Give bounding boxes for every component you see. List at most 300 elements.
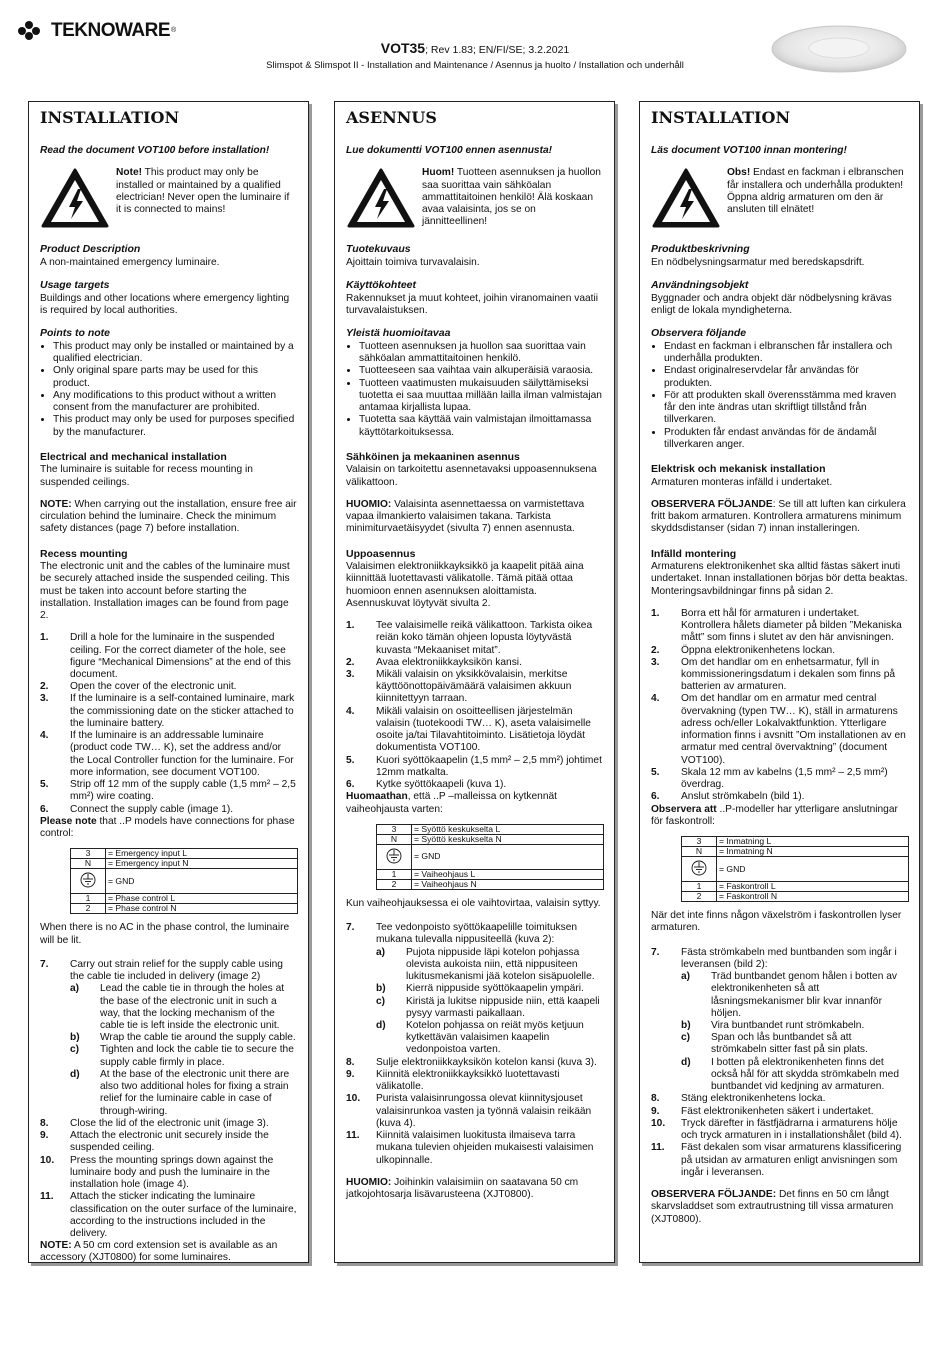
step-number: 4. — [346, 705, 355, 717]
step-text: Tee valaisimelle reikä välikattoon. Tarkista oikea reiän koko tämän ohjeen lopusta löytyvästä kuvasta “Mekaaniset mitat”. — [376, 620, 593, 656]
note-body: : Se till att luften kan cirkulera fritt bakom armaturen. Kontrollera armaturens minimum skyddsdistanser (sidan 7) innan installeringen. — [651, 498, 906, 535]
table-row — [377, 869, 604, 879]
terminal-id: 2 — [71, 904, 106, 914]
table-row — [377, 834, 604, 844]
note-body: ..P-modeller har ytterligare anslutningar för faskontroll: — [651, 803, 898, 827]
step-text — [376, 922, 603, 1057]
step-text: Kiinnitä elektroniikkayksikkö luotettavasti välikatolle. — [376, 1068, 560, 1093]
sub-step — [681, 971, 908, 1020]
terminal-function: = Inmatning N — [717, 847, 909, 857]
sub-step-text: Pujota nippuside läpi kotelon pohjassa olevista aukoista niin, että nippusiteen lukitusmekanismi jää kotelon sisäpuolelle. — [406, 946, 595, 983]
terminal-id: N — [682, 847, 717, 857]
step-text — [681, 947, 908, 1094]
note-label: OBSERVERA FÖLJANDE — [651, 498, 773, 510]
warning-label: Huom! — [422, 167, 455, 179]
terminal-id: N — [377, 834, 412, 844]
phase-control-note — [651, 804, 908, 828]
step-text: Press the mounting springs down against the luminaire body and push the luminaire in the installation hole (image 4). — [70, 1154, 274, 1191]
sub-step-text: Kotelon pohjassa on reiät myös ketjuun kytkettävän valaisimen kaapelin vedonpoistoa varten. — [406, 1020, 584, 1056]
sub-step-letter: c) — [376, 995, 386, 1007]
step-item — [40, 681, 297, 693]
table-row — [682, 882, 909, 892]
step-number: 9. — [346, 1068, 355, 1080]
wiring-table — [681, 836, 909, 902]
step-text: Mikäli valaisin on yksikkövalaisin, merkitse käyttöönottopäivämäärä valaisimen akkuun kiinnitettyyn tarraan. — [376, 669, 572, 705]
sub-step — [376, 1020, 603, 1057]
step-number: 7. — [346, 922, 355, 934]
points-heading: Points to note — [40, 327, 110, 340]
step-number: 10. — [40, 1154, 55, 1166]
sub-step — [681, 1057, 908, 1094]
step-item — [40, 1191, 297, 1240]
step-text: Avaa elektroniikkayksikön kansi. — [376, 656, 522, 668]
step-item — [346, 1130, 603, 1167]
steps-list — [651, 608, 908, 804]
steps-list-continued — [651, 947, 908, 1179]
step-item — [346, 669, 603, 706]
table-row — [682, 892, 909, 902]
step-text: Drill a hole for the luminaire in the suspended ceiling. For the correct diameter of the hole, see figure “Mechanical Dimensions” at the end of this document. — [70, 632, 291, 681]
section-title: INSTALLATION — [651, 108, 791, 127]
table-row — [682, 847, 909, 857]
terminal-function: = Faskontroll N — [717, 892, 909, 902]
list-item: • För att produkten skall överensstämma med kraven får den inte ändras utan skriftligt tillstånd från tillverkaren. — [664, 390, 908, 427]
usage-heading: Käyttökohteet — [346, 279, 417, 292]
step-text: Kytke syöttökaapeli (kuva 1). — [376, 779, 507, 791]
step-text: Om det handlar om en enhetsarmatur, fyll in kommissioneringsdatum i dekalen som finns på batterien av armaturen. — [681, 656, 896, 693]
step-text: If the luminaire is a self-contained luminaire, mark the commissioning date on the sticker attached to the luminaire battery. — [70, 693, 295, 729]
step-item — [40, 1155, 297, 1192]
sub-step-letter: d) — [376, 1020, 386, 1032]
terminal-function: = GND — [412, 844, 604, 869]
terminal-id: 2 — [682, 892, 717, 902]
document-revision: ; Rev 1.83; EN/FI/SE; 3.2.2021 — [425, 44, 570, 56]
sub-step-text: Span och lås buntbandet så att strömkabeln sitter fast på sin plats. — [711, 1032, 868, 1056]
wiring-table — [70, 848, 298, 914]
electrical-text: Armaturen monteras infälld i undertaket. — [651, 476, 833, 488]
installation-note — [346, 499, 603, 536]
note-label: Huomaathan — [346, 791, 408, 803]
sub-step-letter: c) — [681, 1032, 691, 1044]
column-fi — [334, 101, 615, 1263]
step-number: 7. — [651, 946, 660, 958]
points-list — [346, 341, 603, 439]
luminaire-image — [770, 24, 908, 74]
sub-step-letter: c) — [70, 1044, 80, 1056]
recess-heading: Uppoasennus — [346, 547, 416, 560]
document-subtitle: Slimspot & Slimspot II - Installation and Maintenance / Asennus ja huolto / Installation och underhåll — [266, 60, 684, 72]
terminal-id: 1 — [71, 894, 106, 904]
note-body: A 50 cm cord extension set is available as an accessory (XJT0800) for some luminaires. — [40, 1240, 278, 1264]
terminal-id: 3 — [377, 824, 412, 834]
warning-label: Note! — [116, 167, 143, 179]
document-header — [230, 40, 720, 72]
list-item: • Only original spare parts may be used for this product. — [53, 365, 297, 389]
phase-control-note — [346, 791, 603, 815]
electrical-text: The luminaire is suitable for recess mounting in suspended ceilings. — [40, 464, 253, 488]
sub-step-text: Wrap the cable tie around the supply cable. — [100, 1032, 296, 1044]
electrical-heading: Elektrisk och mekanisk installation — [651, 463, 826, 476]
electrical-hazard-icon — [651, 167, 721, 229]
note-label: Please note — [40, 815, 97, 827]
step-number: 10. — [651, 1117, 666, 1129]
step-item — [651, 645, 908, 657]
terminal-function: = Vaiheohjaus N — [412, 879, 604, 889]
sub-step-letter: b) — [376, 983, 386, 995]
note-body: Joihinkin valaisimiin on saatavana 50 cm jatkojohtosarja lisävarusteena (XJT0800). — [346, 1176, 579, 1201]
ground-icon — [690, 860, 708, 876]
step-item — [346, 706, 603, 755]
step-number: 3. — [651, 656, 660, 668]
step-number: 1. — [40, 632, 49, 644]
product-heading: Tuotekuvaus — [346, 243, 411, 256]
step-item — [40, 693, 297, 730]
safety-warning — [346, 167, 603, 229]
product-text: En nödbelysningsarmatur med beredskapsdrift. — [651, 257, 865, 269]
warning-text — [422, 167, 603, 228]
ground-symbol-cell — [71, 869, 106, 894]
sub-step-text: I botten på elektronikenheten finns det också hål för att skydda strömkabeln med buntbandet vid kedjning av armaturen. — [711, 1056, 899, 1093]
step-text: Fäst elektronikenheten säkert i undertaket. — [681, 1105, 874, 1117]
usage-heading: Usage targets — [40, 279, 110, 292]
step-item — [346, 620, 603, 657]
points-heading: Observera följande — [651, 327, 747, 340]
step-item — [346, 1093, 603, 1130]
sub-step — [70, 983, 297, 1032]
table-row — [71, 859, 298, 869]
sub-step-text: Kiristä ja lukitse nippuside niin, että kaapeli pysyy varmasti paikallaan. — [406, 995, 600, 1019]
registered-mark: ® — [171, 27, 177, 35]
step-item — [40, 730, 297, 779]
accessory-note — [40, 1240, 297, 1264]
electrical-text: Valaisin on tarkoitettu asennetavaksi uppoasennuksena välikattoon. — [346, 464, 597, 488]
points-list — [651, 341, 908, 451]
list-item: • Endast originalreservdelar får användas för produkten. — [664, 365, 908, 389]
steps-list — [346, 620, 603, 791]
sub-step-letter: b) — [681, 1020, 691, 1032]
list-item: • Any modifications to this product without a written consent from the manufacturer are prohibited. — [53, 390, 297, 414]
warning-text — [116, 167, 297, 216]
note-label: NOTE: — [40, 1240, 72, 1252]
no-ac-note: När det inte finns någon växelström i faskontrollen lyser armaturen. — [651, 910, 902, 934]
terminal-function: = Syöttö keskukselta N — [412, 834, 604, 844]
warning-body: Endast en fackman i elbranschen får installera och underhålla produkten! Öppna aldrig armaturen om den är ansluten till elnätet! — [727, 167, 904, 216]
step-text: Öppna elektronikenhetens lockan. — [681, 644, 836, 656]
step-item — [651, 791, 908, 803]
step-text: Fäst dekalen som visar armaturens klassificering på utsidan av armaturen enligt anvisningen som ingår i leveransen. — [681, 1142, 902, 1178]
list-item: • Tuotetta saa käyttää vain valmistajan ilmoittamassa käyttötarkoituksessa. — [359, 414, 603, 438]
step-number: 9. — [40, 1130, 49, 1142]
step-number: 8. — [651, 1093, 660, 1105]
note-body: , että ..P –malleissa on kytkennät vaiheohjausta varten: — [346, 791, 558, 815]
step-item — [651, 657, 908, 694]
step-text: Stäng elektronikenhetens locka. — [681, 1093, 826, 1105]
terminal-function: = Vaiheohjaus L — [412, 869, 604, 879]
brand-name: TEKNOWARE — [51, 20, 170, 41]
recess-text: The electronic unit and the cables of the luminaire must be securely attached inside the suspended ceiling. This must be taken into account before starting the installation. Installation images can be found from page 2. — [40, 561, 290, 622]
step-item — [651, 1142, 908, 1179]
steps-list-continued — [40, 959, 297, 1240]
sub-step — [681, 1032, 908, 1056]
list-item: • Produkten får endast användas för de ändamål tillverkaren anger. — [664, 427, 908, 451]
accessory-note — [346, 1177, 603, 1201]
step-text: Om det handlar om en armatur med central övervakning (typen TW… K), ställ in armaturens adress och/eller Lokalvaktfunktion. Ytterligare information finns i avsnitt ”Om installationen av en armatur med central övervaktning” (document VOT100). — [681, 693, 906, 766]
terminal-id: 3 — [71, 849, 106, 859]
step-text: Attach the electronic unit securely inside the suspended ceiling. — [70, 1130, 269, 1154]
recess-heading: Infälld montering — [651, 547, 737, 560]
terminal-id: 2 — [377, 879, 412, 889]
step-item — [40, 959, 297, 1118]
installation-note — [40, 499, 297, 536]
note-body: that ..P models have connections for phase control: — [40, 815, 295, 840]
sub-step — [376, 983, 603, 995]
step-number: 6. — [40, 803, 49, 815]
wiring-table — [376, 824, 604, 890]
list-item: • This product may only be installed or maintained by a qualified electrician. — [53, 341, 297, 365]
table-row — [682, 837, 909, 847]
step-text-main: Fästa strömkabeln med buntbanden som ingår i leveransen (bild 2): — [681, 946, 897, 970]
terminal-function: = Phase control L — [106, 894, 298, 904]
step-number: 8. — [40, 1117, 49, 1129]
note-body: Valaisinta asennettaessa on varmistettava vapaa ilmankierto valaisimen takana. Tarkista minimiturvaetäisyydet (sivulta 7) ennen asennusta. — [346, 498, 585, 535]
step-text: Strip off 12 mm of the supply cable (1,5 mm² – 2,5 mm²) wire coating. — [70, 779, 296, 803]
safety-warning — [651, 167, 908, 229]
terminal-id: N — [71, 859, 106, 869]
note-label: HUOMIO: — [346, 1176, 392, 1188]
read-first-notice: Läs document VOT100 innan montering! — [651, 145, 847, 157]
sub-step — [376, 947, 603, 984]
terminal-function: = Phase control N — [106, 904, 298, 914]
step-text: Kiinnitä valaisimen luokitusta ilmaiseva tarra mukana tulevien ohjeiden mukaisesti valaisimen ulkopinnalle. — [376, 1130, 594, 1166]
step-item — [651, 1093, 908, 1105]
warning-body: Tuotteen asennuksen ja huollon saa suorittaa vain sähköalan ammattitaitoinen henkilö! Älä koskaan avaa valaisinta, jos se on jännitteellinen! — [422, 167, 601, 228]
read-first-notice: Read the document VOT100 before installation! — [40, 145, 270, 157]
step-item — [346, 1069, 603, 1093]
step-number: 7. — [40, 958, 49, 970]
electrical-heading: Electrical and mechanical installation — [40, 450, 227, 463]
ground-icon — [79, 872, 97, 888]
step-text — [70, 959, 297, 1118]
terminal-function: = GND — [717, 857, 909, 882]
step-item — [651, 1106, 908, 1118]
terminal-function: = Syöttö keskukselta L — [412, 824, 604, 834]
step-item — [40, 804, 297, 816]
terminal-id: 1 — [377, 869, 412, 879]
step-item — [346, 755, 603, 779]
step-number: 2. — [346, 656, 355, 668]
sub-step-text: Tighten and lock the cable tie to secure the supply cable firmly in place. — [100, 1044, 294, 1068]
step-item — [651, 947, 908, 1094]
step-number: 3. — [346, 669, 355, 681]
column-en — [28, 101, 309, 1263]
sub-step — [70, 1069, 297, 1118]
warning-body: This product may only be installed or maintained by a qualified electrician! Never open the luminaire if it is connected to mains! — [116, 167, 290, 216]
no-ac-note: Kun vaiheohjauksessa ei ole vaihtovirtaa, valaisin syttyy. — [346, 897, 601, 909]
step-item — [651, 608, 908, 645]
step-text: Close the lid of the electronic unit (image 3). — [70, 1117, 269, 1129]
step-text: Skala 12 mm av kabelns (1,5 mm² – 2,5 mm²) överdrag. — [681, 766, 888, 791]
table-row — [377, 879, 604, 889]
table-row — [71, 904, 298, 914]
sub-step-text: Träd buntbandet genom hålen i botten av elektronikenheten så att låsningsmekanismer blir kvar innanför höljen. — [711, 971, 897, 1019]
column-sv — [639, 101, 920, 1263]
step-number: 10. — [346, 1093, 361, 1105]
list-item: • Endast en fackman i elbranschen får installera och underhålla produkten. — [664, 341, 908, 365]
step-number: 11. — [651, 1142, 665, 1154]
usage-heading: Användningsobjekt — [651, 279, 749, 292]
table-row — [71, 849, 298, 859]
sub-step-text: Vira buntbandet runt strömkabeln. — [711, 1020, 865, 1032]
read-first-notice: Lue dokumentti VOT100 ennen asennusta! — [346, 145, 553, 157]
recess-heading: Recess mounting — [40, 547, 128, 560]
points-heading: Yleistä huomioitavaa — [346, 327, 451, 340]
installation-note — [651, 499, 908, 536]
list-item: • Tuotteen vaatimusten mukaisuuden säilyttämiseksi tuotetta ei saa muuttaa millään lailla ilman valmistajan antamaa kirjallista lupaa. — [359, 378, 603, 415]
note-label: Observera att — [651, 803, 717, 815]
terminal-id: 3 — [682, 837, 717, 847]
terminal-function: = Inmatning L — [717, 837, 909, 847]
product-text: A non-maintained emergency luminaire. — [40, 257, 220, 269]
note-body: When carrying out the installation, ensure free air circulation behind the luminaire. Check the minimum safety distances (page 7) before installation. — [40, 498, 297, 535]
note-label: OBSERVERA FÖLJANDE: — [651, 1189, 777, 1201]
accessory-note — [651, 1189, 908, 1226]
ground-icon — [385, 848, 403, 864]
points-list — [40, 341, 297, 439]
ground-symbol-cell — [682, 857, 717, 882]
product-heading: Produktbeskrivning — [651, 243, 750, 256]
warning-text — [727, 167, 908, 216]
step-number: 5. — [346, 754, 355, 766]
phase-control-note — [40, 816, 297, 840]
table-row — [377, 844, 604, 869]
sub-step-letter: d) — [70, 1068, 80, 1080]
electrical-hazard-icon — [40, 167, 110, 229]
list-item: • Tuotteeseen saa vaihtaa vain alkuperäisiä varaosia. — [359, 365, 603, 377]
step-text: Kuori syöttökaapelin (1,5 mm² – 2,5 mm²) johtimet 12mm matkalta. — [376, 754, 602, 778]
step-text-main: Tee vedonpoisto syöttökaapelille toimituksen mukana tulevalla nippusiteellä (kuva 2): — [376, 922, 578, 946]
step-number: 1. — [651, 607, 660, 619]
safety-warning — [40, 167, 297, 229]
step-number: 8. — [346, 1056, 355, 1068]
sub-step-text: Kierrä nippuside syöttökaapelin ympäri. — [406, 983, 584, 995]
document-code: VOT35 — [380, 40, 426, 56]
usage-text: Buildings and other locations where emergency lighting is required by local authorities. — [40, 292, 290, 317]
step-number: 5. — [651, 766, 660, 778]
electrical-hazard-icon — [346, 167, 416, 229]
sub-step-letter: a) — [70, 983, 80, 995]
step-number: 1. — [346, 620, 355, 632]
steps-list-continued — [346, 922, 603, 1167]
step-number: 6. — [346, 779, 355, 791]
usage-text: Byggnader och andra objekt där nödbelysning krävas enligt de lokala myndigheterna. — [651, 292, 892, 317]
step-item — [651, 693, 908, 766]
table-row — [377, 824, 604, 834]
table-row — [71, 894, 298, 904]
terminal-function: = Faskontroll L — [717, 882, 909, 892]
recess-text: Valaisimen elektroniikkayksikkö ja kaapelit pitää aina kiinnittää luotettavasti välikatolle. Tämä pitää ottaa huomioon ennen asennuksen aloittamista. Asennuskuvat löytyvät sivulta 2. — [346, 561, 584, 609]
sub-step-letter: a) — [376, 946, 386, 958]
logo-dots-icon — [18, 21, 48, 41]
step-text: Anslut strömkabeln (bild 1). — [681, 791, 805, 803]
electrical-heading: Sähköinen ja mekaaninen asennus — [346, 450, 520, 463]
section-title: INSTALLATION — [40, 108, 180, 127]
step-text: Attach the sticker indicating the luminaire classification on the outer surface of the luminaire, according to the instructions included in the delivery. — [70, 1191, 297, 1239]
sub-step-letter: d) — [681, 1056, 691, 1068]
step-item — [40, 632, 297, 681]
recess-text: Armaturens elektronikenhet ska alltid fästas säkert inuti undertaket. Innan installationen börjas bör detta beaktas. Monteringsavbildningar finns på sidan 2. — [651, 561, 908, 597]
table-row — [71, 869, 298, 894]
step-text: If the luminaire is an addressable luminaire (product code TW… K), set the address and/or the Local Controller function for the luminaire. For more information, see document VOT100. — [70, 730, 294, 778]
step-item — [346, 779, 603, 791]
section-title: ASENNUS — [346, 108, 437, 127]
step-item — [651, 1118, 908, 1142]
step-item — [40, 1130, 297, 1154]
step-text: Tryck därefter in fästfjädrarna i armaturens hölje och tryck armaturen in i installationshålet (bild 4). — [681, 1117, 902, 1142]
usage-text: Rakennukset ja muut kohteet, joihin viranomainen vaatii turvavalaistuksen. — [346, 292, 599, 317]
step-item — [346, 922, 603, 1057]
step-number: 11. — [40, 1191, 54, 1203]
sub-step-text: Lead the cable tie in through the holes at the base of the electronic unit in such a way, that the locking mechanism of the cable tie is left inside the electronic unit. — [100, 983, 285, 1032]
sub-step-text: At the base of the electronic unit there are also two additional holes for fixing a strain relief for the luminaire cable in case of through-wiring. — [100, 1068, 290, 1117]
step-number: 2. — [651, 644, 660, 656]
sub-step — [70, 1044, 297, 1068]
sub-step — [70, 1032, 297, 1044]
step-item — [40, 779, 297, 803]
step-number: 3. — [40, 693, 49, 705]
product-heading: Product Description — [40, 243, 141, 256]
step-text: Connect the supply cable (image 1). — [70, 803, 234, 815]
step-number: 2. — [40, 681, 49, 693]
product-text: Ajoittain toimiva turvavalaisin. — [346, 257, 480, 269]
no-ac-note: When there is no AC in the phase control, the luminaire will be lit. — [40, 922, 290, 946]
step-number: 5. — [40, 779, 49, 791]
ground-symbol-cell — [377, 844, 412, 869]
terminal-id: 1 — [682, 882, 717, 892]
step-text: Open the cover of the electronic unit. — [70, 681, 237, 693]
step-item — [40, 1118, 297, 1130]
note-label: NOTE: — [40, 498, 72, 510]
sub-step — [376, 996, 603, 1020]
step-text-main: Carry out strain relief for the supply cable using the cable tie included in delivery (image 2) — [70, 958, 283, 983]
list-item: • This product may only be used for purposes specified by the manufacturer. — [53, 414, 297, 438]
step-item — [651, 767, 908, 791]
step-number: 9. — [651, 1105, 660, 1117]
note-body: Det finns en 50 cm långt skarvsladdset som extrautrustning till vissa armaturen (XJT0800). — [651, 1189, 894, 1225]
terminal-function: = GND — [106, 869, 298, 894]
terminal-function: = Emergency input N — [106, 859, 298, 869]
steps-list — [40, 632, 297, 816]
step-number: 4. — [40, 730, 49, 742]
warning-label: Obs! — [727, 167, 751, 179]
note-label: HUOMIO: — [346, 498, 392, 510]
table-row — [682, 857, 909, 882]
teknoware-logo — [18, 20, 176, 43]
step-text: Sulje elektroniikkayksikön kotelon kansi (kuva 3). — [376, 1056, 597, 1068]
sub-step — [681, 1020, 908, 1032]
sub-step-letter: b) — [70, 1032, 80, 1044]
terminal-function: = Emergency input L — [106, 849, 298, 859]
step-text: Purista valaisinrungossa olevat kiinnitysjouset valaisinrunkoa vasten ja työnnä valaisin reikään (kuva 4). — [376, 1093, 592, 1129]
step-text: Mikäli valaisin on osoitteellisen järjestelmän valaisin (tuotekoodi TW… K), aseta valaisimelle osoite ja/tai Tilavahtitoiminto. Lisätietoja löydät dokumentista VOT100. — [376, 705, 591, 754]
step-number: 11. — [346, 1130, 360, 1142]
step-item — [346, 657, 603, 669]
step-number: 6. — [651, 791, 660, 803]
step-number: 4. — [651, 693, 660, 705]
step-text: Borra ett hål för armaturen i undertaket. Kontrollera hålets diameter på bilden ”Mekaniska mått” som finns i slutet av den här anvisningen. — [681, 607, 902, 644]
list-item: • Tuotteen asennuksen ja huollon saa suorittaa vain sähköalan ammattitaitoinen henkilö. — [359, 341, 603, 365]
sub-step-letter: a) — [681, 971, 691, 983]
step-item — [346, 1057, 603, 1069]
